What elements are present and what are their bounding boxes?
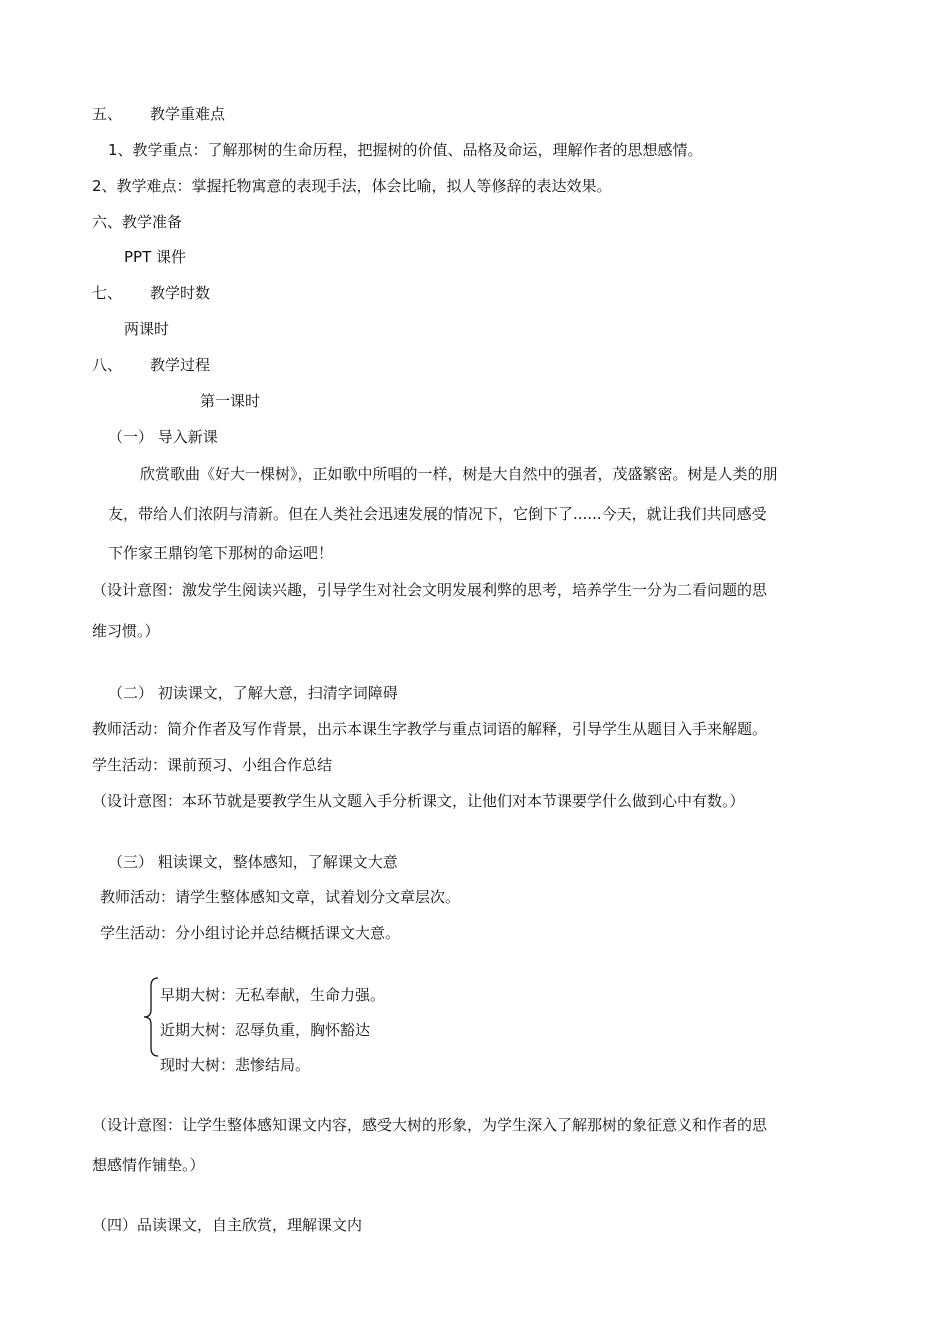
section-5-title: 教学重难点 — [150, 105, 226, 123]
part-1-line: 下作家王鼎钧笔下那树的命运吧！ — [108, 544, 334, 562]
part-3-student: 学生活动：分小组讨论并总结概括课文大意。 — [100, 924, 401, 942]
part-1-line: 欣赏歌曲《好大一棵树》，正如歌中所唱的一样，树是大自然中的强者，茂盛繁密。树是人类的朋 — [140, 465, 778, 483]
part-3-intent: 想感情作铺垫。） — [92, 1156, 205, 1174]
section-8-number: 八、 — [92, 356, 123, 374]
part-3-teacher: 教师活动：请学生整体感知文章，试着划分文章层次。 — [100, 888, 461, 906]
part-1-line: 友，带给人们浓阴与清新。但在人类社会迅速发展的情况下，它倒下了......今天，就让我们共同感受 — [108, 505, 767, 523]
lesson-subtitle: 第一课时 — [200, 392, 261, 410]
section-5-number: 五、 — [92, 105, 123, 123]
curly-brace — [140, 976, 162, 1058]
part-3-heading: （三） 粗读课文，整体感知，了解课文大意 — [108, 853, 398, 871]
stage-early-tree: 早期大树：无私奉献，生命力强。 — [160, 986, 386, 1004]
stage-recent-tree: 近期大树：忍辱负重，胸怀豁达 — [160, 1021, 371, 1039]
difficult-point: 2、教学难点：掌握托物寓意的表现手法，体会比喻，拟人等修辞的表达效果。 — [92, 177, 612, 195]
part-2-teacher: 教师活动：简介作者及写作背景，出示本课生字教学与重点词语的解释，引导学生从题目入手来解题。 — [92, 720, 768, 738]
stage-current-tree: 现时大树：悲惨结局。 — [160, 1056, 311, 1074]
part-4-heading: （四）品读课文，自主欣赏，理解课文内 — [92, 1216, 363, 1234]
key-point: 1、教学重点：了解那树的生命历程，把握树的价值、品格及命运，理解作者的思想感情。 — [108, 141, 703, 159]
part-1-intent: 维习惯。） — [92, 622, 160, 640]
section-6-content: PPT 课件 — [124, 248, 187, 266]
section-6-title: 六、教学准备 — [92, 213, 183, 231]
part-1-intent: （设计意图：激发学生阅读兴趣，引导学生对社会文明发展利弊的思考，培养学生一分为二看问题的思 — [92, 581, 768, 599]
part-2-student: 学生活动：课前预习、小组合作总结 — [92, 756, 333, 774]
part-1-heading: （一） 导入新课 — [108, 428, 218, 446]
section-8-title: 教学过程 — [150, 356, 211, 374]
section-7-number: 七、 — [92, 284, 123, 302]
section-7-title: 教学时数 — [150, 284, 211, 302]
part-2-intent: （设计意图：本环节就是要教学生从文题入手分析课文，让他们对本节课要学什么做到心中有数。） — [92, 792, 745, 810]
part-2-heading: （二） 初读课文，了解大意，扫清字词障碍 — [108, 684, 398, 702]
section-7-content: 两课时 — [124, 320, 170, 338]
part-3-intent: （设计意图：让学生整体感知课文内容，感受大树的形象，为学生深入了解那树的象征意义和作者的思 — [92, 1116, 768, 1134]
